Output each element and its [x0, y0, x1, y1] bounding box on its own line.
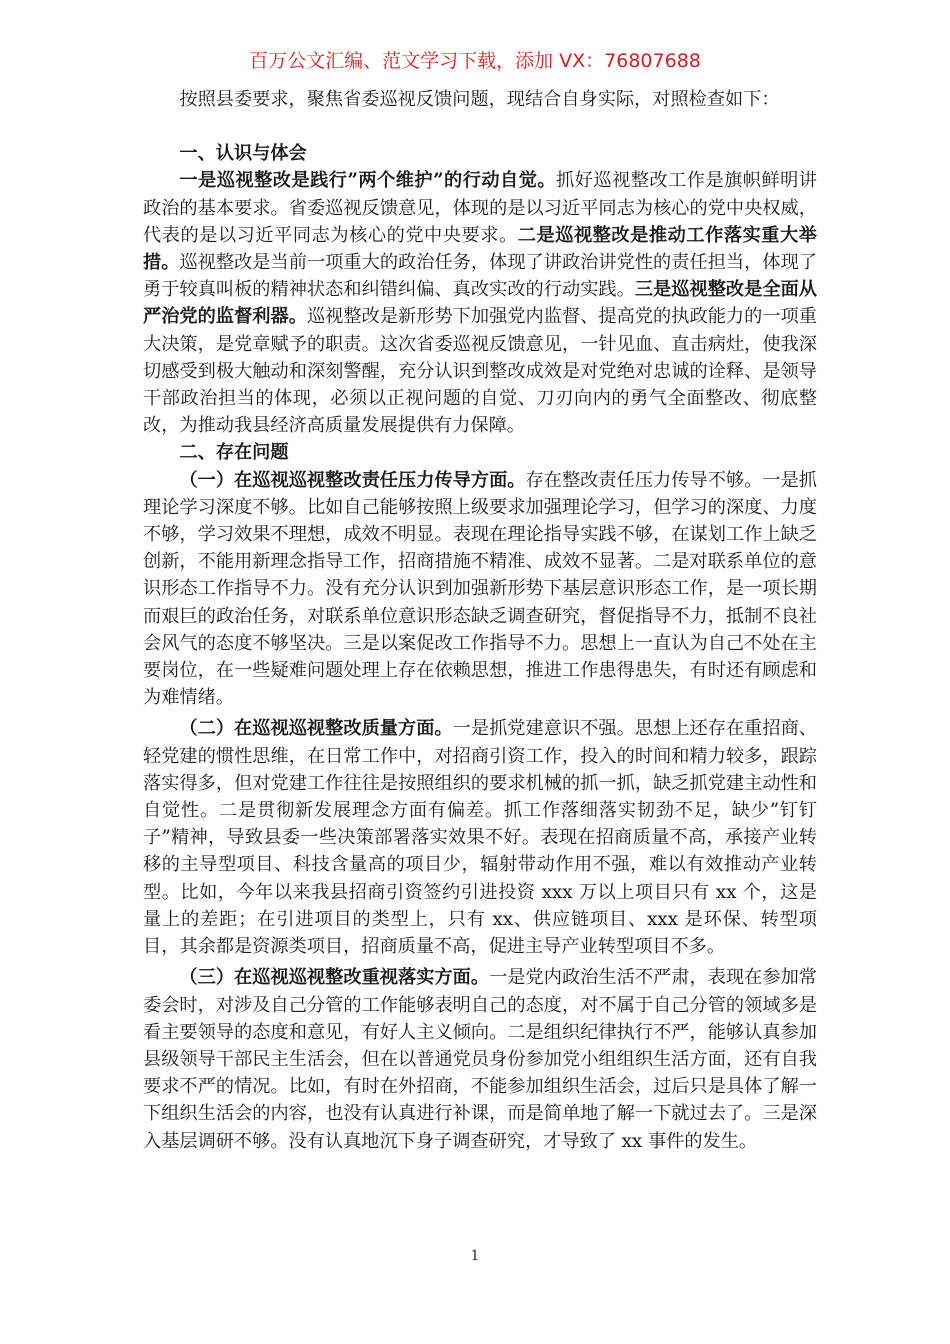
lead-point-3: 三是巡视整改是全面从严治党的监督利器。	[143, 279, 817, 328]
issue-text-2: 一是抓党建意识不强。思想上还存在重招商、轻党建的惯性思维，在日常工作中，对招商引资工作，投入的时间和精力较多，跟踪落实得多，但对党建工作往往是按照组织的要求机械的抓一抓，缺乏抓党建主动性和自觉性。二是贯彻新发展理念方面有偏差。抓工作落细落实韧劲不足，缺少”钉钉子”精神，导致县委一些决策部署落实效果不好。表现在招商质量不高，承接产业转移的主导型项目、科技含量高的项目少，辐射带动作用不强，难以有效推动产业转型。比如，今年以来我县招商引资签约引进投资 xxx 万以上项目只有 xx 个，这是量上的差距；在引进项目的类型上，只有 xx、供应链项目、xxx 是环保、转型项目，其余都是资源类项目，招商质量不高，促进主导产业转型项目不多。	[143, 718, 817, 958]
section1-paragraph	[143, 167, 817, 439]
lead-point-1: 一是巡视整改是践行”两个维护”的行动自觉。	[179, 170, 557, 192]
issue-lead-2: （二）在巡视巡视整改质量方面。	[179, 718, 453, 740]
issue-paragraph-3	[143, 964, 817, 1154]
page-number: 1	[470, 1248, 480, 1264]
point-1-text: 抓好巡视整改工作是旗帜鲜明讲政治的基本要求。省委巡视反馈意见，体现的是以习近平同志为核心的党中央权威，代表的是以习近平同志为核心的党中央要求。	[143, 170, 817, 246]
section-heading-2: 二、存在问题	[179, 442, 289, 464]
point-3-text: 巡视整改是新形势下加强党内监督、提高党的执政能力的一项重大决策，是党章赋予的职责。这次省委巡视反馈意见，一针见血、直击病灶，使我深切感受到极大触动和深刻警醒，充分认识到整改成效是对党绝对忠诚的诠释、是领导干部政治担当的体现，必须以正视问题的自觉、刀刃向内的勇气全面整改、彻底整改，为推动我县经济高质量发展提供有力保障。	[143, 306, 817, 437]
lead-point-2: 二是巡视整改是推动工作落实重大举措。	[143, 224, 817, 274]
point-2-text: 巡视整改是当前一项重大的政治任务，体现了讲政治讲党性的责任担当，体现了勇于较真叫板的精神状态和纠错纠偏、真改实改的行动实践。	[143, 252, 817, 301]
section-heading-1: 一、认识与体会	[179, 143, 307, 165]
watermark-header: 百万公文汇编、范文学习下载，添加 VX：76807688	[249, 50, 701, 72]
issue-paragraph-2	[143, 715, 817, 960]
issue-lead-1: （一）在巡视巡视整改责任压力传导方面。	[179, 469, 526, 491]
intro-paragraph: 按照县委要求，聚焦省委巡视反馈问题，现结合自身实际，对照检查如下：	[179, 89, 780, 110]
issue-text-3: 一是党内政治生活不严肃，表现在参加常委会时，对涉及自己分管的工作能够表明自己的态度，对不属于自己分管的领域多是看主要领导的态度和意见，有好人主义倾向。二是组织纪律执行不严，能够认真参加县级领导干部民主生活会，但在以普通党员身份参加党小组组织生活方面，还有自我要求不严的情况。比如，有时在外招商，不能参加组织生活会，过后只是具体了解一下组织生活会的内容，也没有认真进行补课，而是简单地了解一下就过去了。三是深入基层调研不够。没有认真地沉下身子调查研究，才导致了 xx 事件的发生。	[143, 967, 817, 1152]
document-body	[143, 86, 817, 1155]
issue-paragraph-1	[143, 467, 817, 712]
issue-text-1: 存在整改责任压力传导不够。一是抓理论学习深度不够。比如自己能够按照上级要求加强理论学习，但学习的深度、力度不够，学习效果不理想，成效不明显。表现在理论指导实践不够，在谋划工作上缺乏创新，不能用新理念指导工作，招商措施不精准、成效不显著。二是对联系单位的意识形态工作指导不力。没有充分认识到加强新形势下基层意识形态工作，是一项长期而艰巨的政治任务，对联系单位意识形态缺乏调查研究，督促指导不力，抵制不良社会风气的态度不够坚决。三是以案促改工作指导不力。思想上一直认为自己不处在主要岗位，在一些疑难问题处理上存在依赖思想，推进工作患得患失，有时还有顾虑和为难情绪。	[143, 469, 817, 709]
issue-lead-3: （三）在巡视巡视整改重视落实方面。	[179, 967, 490, 989]
